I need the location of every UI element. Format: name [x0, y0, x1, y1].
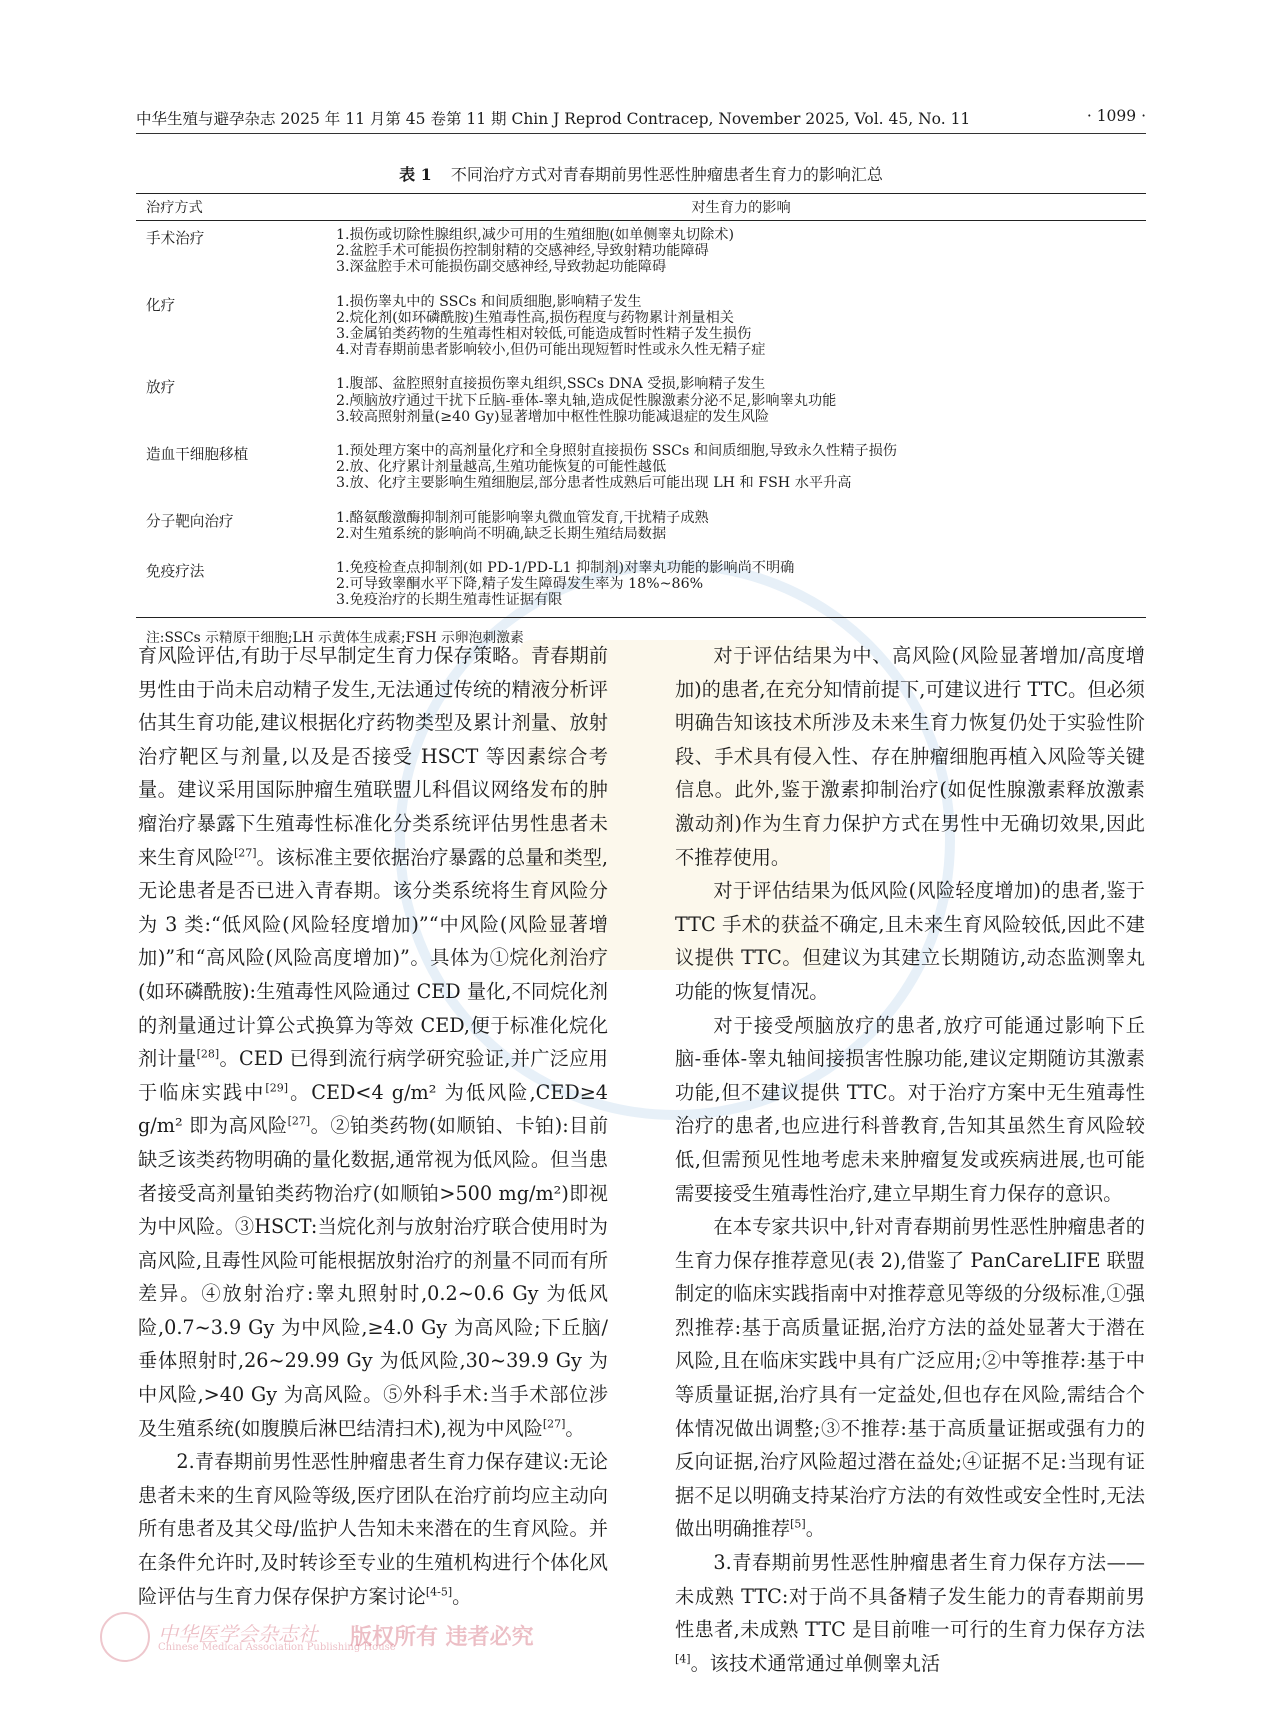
effect-item: 2.可导致睾酮水平下降,精子发生障碍发生率为 18%~86% [336, 576, 704, 593]
paragraph-text: 。CED<4 g/m² 为低风险,CED≥4 g/m² 即为高风险 [138, 1080, 608, 1138]
row-effects [336, 370, 1146, 437]
paragraph-text: 3.青春期前男性恶性肿瘤患者生育力保存方法——未成熟 TTC:对于尚不具备精子发生能力的青春期前男性患者,未成熟 TTC 是目前唯一可行的生育力保存方法 [675, 1551, 1145, 1642]
table-label: 表 1 [399, 165, 432, 184]
body-paragraph: 对于评估结果为中、高风险(风险显著增加/高度增加)的患者,在充分知情前提下,可建议进行 TTC。但必须明确告知该技术所涉及未来生育力恢复仍处于实验性阶段、手术具有侵入性、存在肿瘤细胞再植入风险等关键信息。此外,鉴于激素抑制治疗(如促性腺激素释放激素激动剂)作为生育力保护方式在男性中无确切效果,因此不推荐使用。 [675, 644, 1145, 869]
paragraph-text: 。 [565, 1416, 585, 1440]
row-method: 造血干细胞移植 [146, 446, 249, 464]
publisher-logo [100, 1612, 620, 1662]
row-effects [336, 221, 1146, 288]
left-column [138, 639, 608, 1613]
table-row [136, 221, 1146, 288]
row-method: 化疗 [146, 296, 176, 314]
citation: [27] [233, 846, 257, 860]
paragraph-text: 在本专家共识中,针对青春期前男性恶性肿瘤患者的生育力保存推荐意见(表 2),借鉴了 PanCareLIFE 联盟制定的临床实践指南中对推荐意见等级的分级标准,①强烈推荐:基于高质量证据,治疗方法的益处显著大于潜在风险,且在临床实践中具有广泛应用;②中等推荐:基于中等质量证据,治疗具有一定益处,但也存在风险,需结合个体情况做出调整;③不推荐:基于高质量证据或强有力的反向证据,治疗风险超过潜在益处;④证据不足:当现有证据不足以明确支持某治疗方法的有效性或安全性时,无法做出明确推荐 [675, 1215, 1145, 1541]
paragraph-text: 。 [805, 1517, 825, 1541]
citation: [28] [196, 1047, 220, 1061]
table-block [136, 162, 1146, 646]
body-paragraph: 对于接受颅脑放疗的患者,放疗可能通过影响下丘脑-垂体-睾丸轴间接损害性腺功能,建议定期随访其激素功能,但不建议提供 TTC。对于治疗方案中无生殖毒性治疗的患者,也应进行科普教育,告知其虽然生育风险较低,但需预见性地考虑未来肿瘤复发或疾病进展,也可能需要接受生殖毒性治疗,建立早期生育力保存的意识。 [675, 1013, 1145, 1205]
body-paragraph [138, 1445, 608, 1613]
table-row [136, 554, 1146, 617]
table-header-row [136, 194, 1146, 221]
effect-item: 3.深盆腔手术可能损伤副交感神经,导致勃起功能障碍 [336, 259, 667, 276]
effect-item: 1.酪氨酸激酶抑制剂可能影响睾丸微血管发育,干扰精子成熟 [336, 509, 709, 526]
copyright-notice: 版权所有 违者必究 [350, 1624, 534, 1650]
paragraph-text: 2.青春期前男性恶性肿瘤患者生育力保存建议:无论患者未来的生育风险等级,医疗团队在治疗前均应主动向所有患者及其父母/监护人告知未来潜在的生育风险。并在条件允许时,及时转诊至专业的生殖机构进行个体化风险评估与生育力保存保护方案讨论 [138, 1450, 608, 1608]
row-method: 放疗 [146, 379, 176, 397]
header-method: 治疗方式 [136, 194, 336, 221]
effect-item: 2.对生殖系统的影响尚不明确,缺乏长期生殖结局数据 [336, 525, 667, 542]
effect-item: 2.放、化疗累计剂量越高,生殖功能恢复的可能性越低 [336, 459, 667, 476]
citation: [4-5] [425, 1585, 453, 1599]
paragraph-text: 。 [452, 1584, 472, 1608]
body-paragraph [675, 1546, 1145, 1680]
row-method: 分子靶向治疗 [146, 512, 234, 530]
publisher-seal-icon [100, 1612, 150, 1662]
row-effects [336, 437, 1146, 504]
effects-table [136, 193, 1146, 618]
citation: [4] [675, 1652, 691, 1666]
effect-item: 1.损伤睾丸中的 SSCs 和间质细胞,影响精子发生 [336, 293, 642, 310]
row-effects [336, 288, 1146, 371]
paragraph-text: 。该标准主要依据治疗暴露的总量和类型,无论患者是否已进入青春期。该分类系统将生育风险分为 3 类:“低风险(风险轻度增加)”“中风险(风险显著增加)”和“高风险(风险高度增加)”。具体为①烷化剂治疗(如环磷酰胺):生殖毒性风险通过 CED 量化,不同烷化剂的剂量通过计算公式换算为等效 CED,便于标准化烷化剂计量 [138, 845, 609, 1071]
effect-item: 1.预处理方案中的高剂量化疗和全身照射直接损伤 SSCs 和间质细胞,导致永久性精子损伤 [336, 443, 897, 460]
journal-citation: 中华生殖与避孕杂志 2025 年 11 月第 45 卷第 11 期 Chin J Reprod Contracep, November 2025, Vol. 45, No. 11 [136, 110, 971, 128]
citation: [5] [790, 1518, 806, 1532]
effect-item: 1.腹部、盆腔照射直接损伤睾丸组织,SSCs DNA 受损,影响精子发生 [336, 376, 766, 393]
citation: [27] [287, 1114, 311, 1128]
paragraph-text: 。该技术通常通过单侧睾丸活 [690, 1651, 941, 1675]
body-paragraph [675, 1210, 1145, 1546]
publisher-name-en: Chinese Medical Association Publishing House [158, 1642, 396, 1653]
page-number: · 1099 · [1086, 107, 1146, 125]
running-head [136, 103, 1146, 134]
row-method: 手术治疗 [146, 230, 205, 247]
effect-item: 2.烷化剂(如环磷酰胺)生殖毒性高,损伤程度与药物累计剂量相关 [336, 309, 734, 326]
effect-item: 4.对青春期前患者影响较小,但仍可能出现短暂时性或永久性无精子症 [336, 342, 766, 359]
citation: [29] [265, 1081, 289, 1095]
publisher-name: 中华医学会杂志社 [158, 1622, 318, 1646]
paragraph-text: 。CED 已得到流行病学研究验证,并广泛应用于临床实践中 [138, 1047, 608, 1104]
row-method: 免疫疗法 [136, 554, 336, 617]
row-effects [336, 554, 1146, 617]
table-row [136, 370, 1146, 437]
table-row [136, 437, 1146, 504]
header-effects: 对生育力的影响 [336, 194, 1146, 221]
body-paragraph [138, 639, 608, 1445]
effect-item: 3.免疫治疗的长期生殖毒性证据有限 [336, 592, 563, 609]
table-title [136, 162, 1146, 185]
effect-item: 3.放、化疗主要影响生殖细胞层,部分患者性成熟后可能出现 LH 和 FSH 水平升高 [336, 475, 852, 492]
table-note: 注:SSCs 示精原干细胞;LH 示黄体生成素;FSH 示卵泡刺激素 [146, 629, 524, 646]
effect-item: 3.较高照射剂量(≥40 Gy)显著增加中枢性性腺功能减退症的发生风险 [336, 408, 770, 425]
citation: [27] [542, 1417, 566, 1431]
paragraph-text: 。②铂类药物(如顺铂、卡铂):目前缺乏该类药物明确的量化数据,通常视为低风险。但当患者接受高剂量铂类药物治疗(如顺铂>500 mg/m²)即视为中风险。③HSCT:当烷化剂与放射治疗联合使用时为高风险,且毒性风险可能根据放射治疗的剂量不同而有所差异。④放射治疗:睾丸照射时,0.2~0.6 Gy 为低风险,0.7~3.9 Gy 为中风险,≥4.0 Gy 为高风险;下丘脑/垂体照射时,26~29.99 Gy 为低风险,30~39.9 Gy 为中风险,>40 Gy 为高风险。⑤外科手术:当手术部位涉及生殖系统(如腹膜后淋巴结清扫术),视为中风险 [138, 1114, 609, 1440]
effect-item: 1.免疫检查点抑制剂(如 PD-1/PD-L1 抑制剂)对睾丸功能的影响尚不明确 [336, 560, 795, 577]
table-caption: 不同治疗方式对青春期前男性恶性肿瘤患者生育力的影响汇总 [450, 165, 883, 184]
effect-item: 2.颅脑放疗通过干扰下丘脑-垂体-睾丸轴,造成促性腺激素分泌不足,影响睾丸功能 [336, 392, 837, 409]
paragraph-text: 育风险评估,有助于尽早制定生育力保存策略。青春期前男性由于尚未启动精子发生,无法通过传统的精液分析评估其生育功能,建议根据化疗药物类型及累计剂量、放射治疗靶区与剂量,以及是否接受 HSCT 等因素综合考量。建议采用国际肿瘤生殖联盟儿科倡议网络发布的肿瘤治疗暴露下生殖毒性标准化分类系统评估男性患者未来生育风险 [138, 644, 608, 869]
effect-item: 1.损伤或切除性腺组织,减少可用的生殖细胞(如单侧睾丸切除术) [336, 227, 734, 243]
table-row [136, 504, 1146, 554]
body-paragraph: 对于评估结果为低风险(风险轻度增加)的患者,鉴于 TTC 手术的获益不确定,且未来生育风险较低,因此不建议提供 TTC。但建议为其建立长期随访,动态监测睾丸功能的恢复情况。 [675, 879, 1145, 1003]
effect-item: 3.金属铂类药物的生殖毒性相对较低,可能造成暂时性精子发生损伤 [336, 326, 752, 343]
table-row [136, 288, 1146, 371]
right-column [675, 639, 1145, 1680]
row-effects [336, 504, 1146, 554]
effect-item: 2.盆腔手术可能损伤控制射精的交感神经,导致射精功能障碍 [336, 243, 709, 260]
